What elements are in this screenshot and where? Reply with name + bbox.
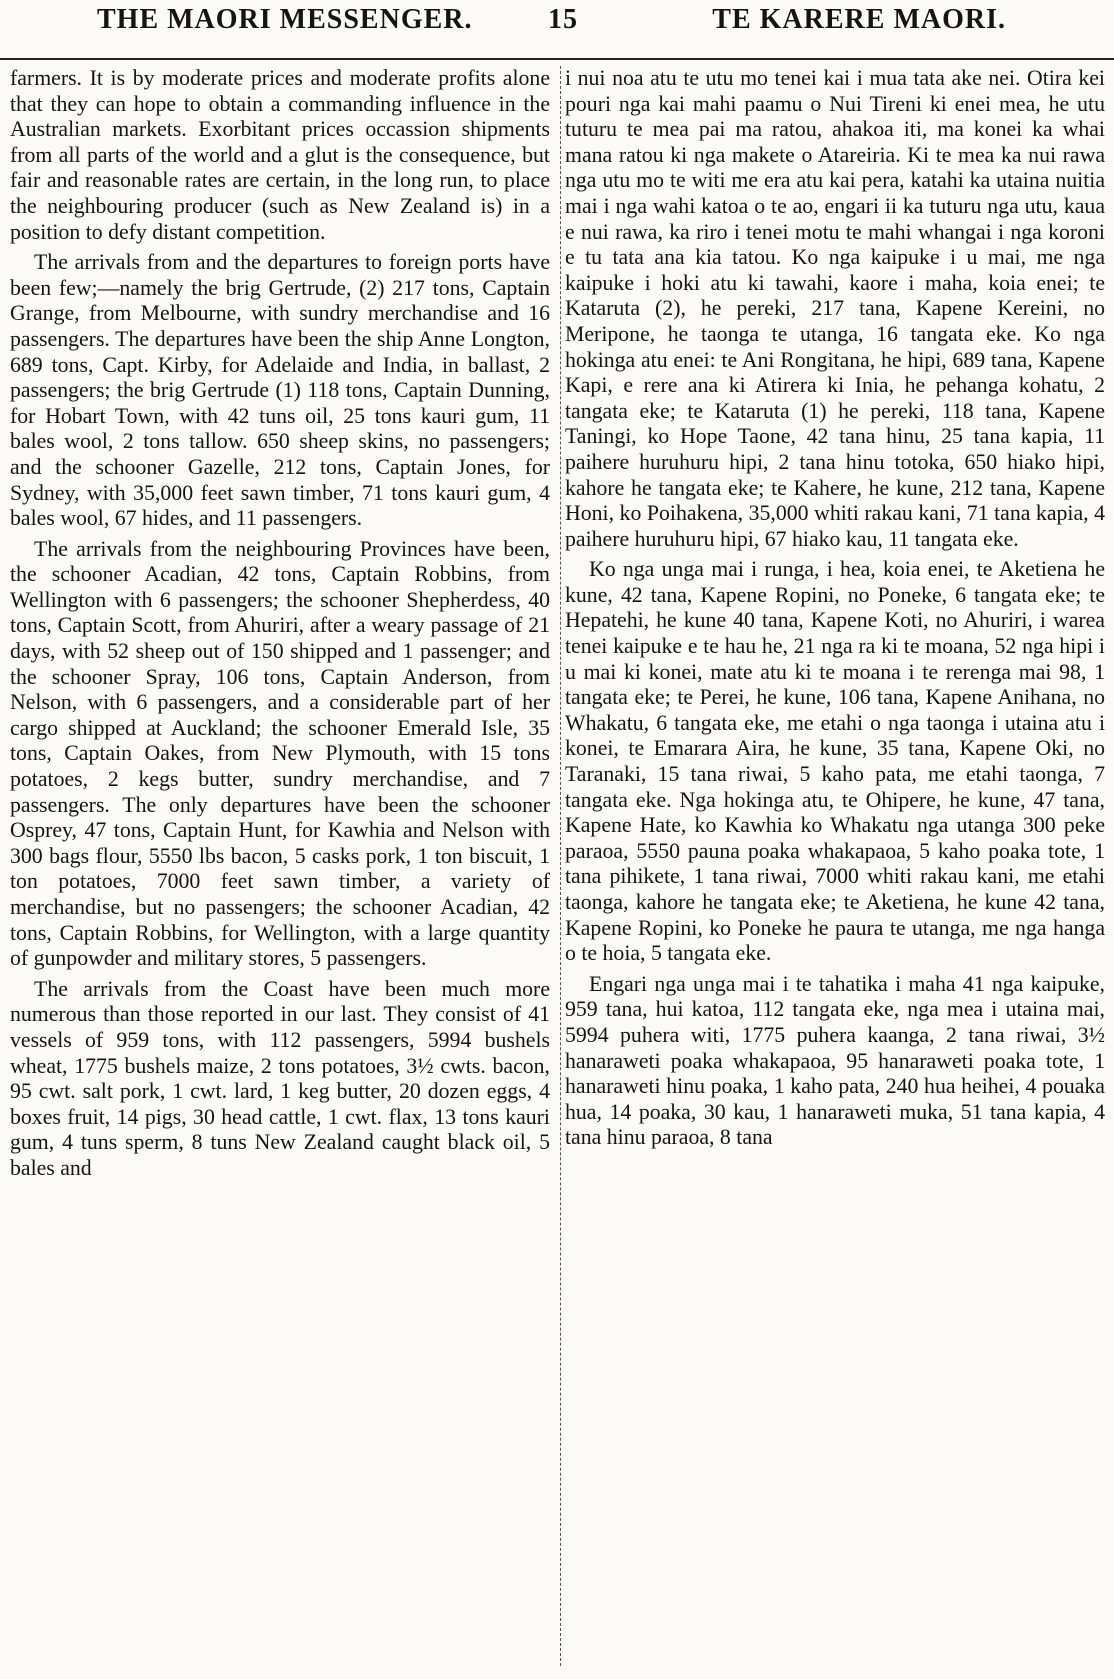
page-header bbox=[0, 0, 1114, 62]
maori-paragraph: i nui noa atu te utu mo tenei kai i mua tata ake nei. Otira kei pouri nga kai mahi paamu o Nui Tireni ki enei mea, he utu tuturu te mea pai ma ratou, ahakoa iti, ma konei ka whai mana ratou ki nga makete o Atareiria. Ki te mea ka nui rawa nga utu mo te witi me era atu kai pera, katahi ka utaina nuitia mai i nga wahi katoa o te ao, engari ii ka tuturu nga utu, kaua e nui rawa, ka riro i tenei motu te mahi whangai i nga koroni e tu tata ana kia tatou. Ko nga kaipuke i u mai, me nga kaipuke i hoki atu ki tawahi, kaore i maha, koia enei; te Kataruta (2), he pereki, 217 tana, Kapene Kereini, no Meripone, he taonga te utanga, 16 tangata eke. Ko nga hokinga atu enei: te Ani Rongitana, he hipi, 689 tana, Kapene Kapi, e rere ana ki Atirera ki Inia, he pehanga kohatu, 2 tangata eke; te Kataruta (1) he pereki, 118 tana, Kapene Taningi, ko Hope Taone, 42 tana hinu, 25 tana kapia, 11 paihere huruhuru hipi, 2 tana hinu totoka, 650 hiako hipi, kahore he tangata eke; te Kahere, he kune, 212 tana, Kapene Honi, ko Poihakena, 35,000 whiti rakau kani, 71 tana kapia, 4 paihere huruhuru hipi, 67 hiako kau, 11 tangata eke. bbox=[565, 66, 1105, 551]
header-rule bbox=[0, 58, 1114, 60]
english-title: THE MAORI MESSENGER. bbox=[97, 4, 473, 35]
english-paragraph: The arrivals from and the departures to foreign ports have been few;—namely the brig Gertrude, (2) 217 tons, Captain Grange, from Melbourne, with sundry merchandise and 16 passengers. The departures have been the ship Anne Longton, 689 tons, Capt. Kirby, for Adelaide and India, in ballast, 2 passengers; the brig Gertrude (1) 118 tons, Captain Dunning, for Hobart Town, with 42 tuns oil, 25 tons kauri gum, 11 bales wool, 2 tons tallow. 650 sheep skins, no passengers; and the schooner Gazelle, 212 tons, Captain Jones, for Sydney, with 35,000 feet sawn timber, 71 tons kauri gum, 4 bales wool, 67 hides, and 11 passengers. bbox=[10, 250, 550, 531]
english-paragraph: farmers. It is by moderate prices and moderate profits alone that they can hope to obtain a commanding influence in the Australian markets. Exorbitant prices occassion shipments from all parts of the world and a glut is the consequence, but fair and reasonable rates are certain, in the long run, to place the neighbouring producer (such as New Zealand is) in a position to defy distant competition. bbox=[10, 66, 550, 244]
english-column bbox=[10, 66, 550, 1187]
column-divider bbox=[560, 66, 561, 1666]
english-paragraph: The arrivals from the neighbouring Provinces have been, the schooner Acadian, 42 tons, Captain Robbins, from Wellington with 6 passengers; the schooner Shepherdess, 40 tons, Captain Scott, from Ahuriri, after a weary passage of 21 days, with 52 sheep out of 150 shipped and 1 passenger; and the schooner Spray, 106 tons, Captain Anderson, from Nelson, with 6 passengers, and a considerable part of her cargo shipped at Auckland; the schooner Emerald Isle, 35 tons, Captain Oakes, from New Plymouth, with 15 tons potatoes, 2 kegs butter, sundry merchandise, and 7 passengers. The only departures have been the schooner Osprey, 47 tons, Captain Hunt, for Kawhia and Nelson with 300 bags flour, 5550 lbs bacon, 5 casks pork, 1 ton biscuit, 1 ton potatoes, 7000 feet sawn timber, a variety of merchandise, but no passengers; the schooner Acadian, 42 tons, Captain Robbins, for Wellington, with a large quantity of gunpowder and military stores, 5 passengers. bbox=[10, 536, 550, 971]
english-paragraph: The arrivals from the Coast have been much more numerous than those reported in our last. They consist of 41 vessels of 959 tons, with 112 passengers, 5994 bushels wheat, 1775 bushels maize, 2 tons potatoes, 3½ cwts. bacon, 95 cwt. salt pork, 1 cwt. lard, 1 keg butter, 20 dozen eggs, 4 boxes fruit, 14 pigs, 30 head cattle, 1 cwt. flax, 13 tons kauri gum, 4 tuns sperm, 8 tuns New Zealand caught black oil, 5 bales and bbox=[10, 976, 550, 1180]
maori-title: TE KARERE MAORI. bbox=[712, 4, 1006, 35]
maori-paragraph: Ko nga unga mai i runga, i hea, koia enei, te Aketiena he kune, 42 tana, Kapene Ropini, no Poneke, 6 tangata eke; te Hepatehi, he kune 40 tana, Kapene Koti, no Ahuriri, i warea tenei kaipuke e te hau he, 21 nga ra ki te moana, 52 nga hipi i u mai ki konei, mate atu ki te moana i te rerenga mai 98, 1 tangata eke; te Perei, he kune, 106 tana, Kapene Anihana, no Whakatu, 6 tangata eke, me etahi o nga taonga i utaina atu i konei, te Emarara Aira, he kune, 35 tana, Kapene Oki, no Taranaki, 15 tana riwai, 5 kaho pata, me etahi taonga, 7 tangata eke. Nga hokinga atu, te Ohipere, he kune, 47 tana, Kapene Hate, ko Kawhia ko Whakatu nga utanga 300 peke paraoa, 5550 pauna poaka whakapaoa, 5 kaho poaka tote, 1 tana pihikete, 1 tana riwai, 7000 whiti rakau kani, me etahi taonga, kahore he tangata eke; te Aketiena, he kune 42 tana, Kapene Ropini, ko Poneke he paura te utanga, me nga hanga o te hoia, 5 tangata eke. bbox=[565, 557, 1105, 966]
maori-column bbox=[565, 66, 1105, 1156]
maori-paragraph: Engari nga unga mai i te tahatika i maha 41 nga kaipuke, 959 tana, hui katoa, 112 tangata eke, nga mea i utaina mai, 5994 puhera witi, 1775 puhera kaanga, 2 tana riwai, 3½ hanaraweti poaka whakapaoa, 95 hanaraweti poaka tote, 1 hanaraweti hinu poaka, 1 kaho pata, 240 hua heihei, 4 pouaka hua, 14 poaka, 30 kau, 1 hanaraweti muka, 51 tana kapia, 4 tana hinu paraoa, 8 tana bbox=[565, 971, 1105, 1150]
page-number: 15 bbox=[548, 4, 578, 35]
